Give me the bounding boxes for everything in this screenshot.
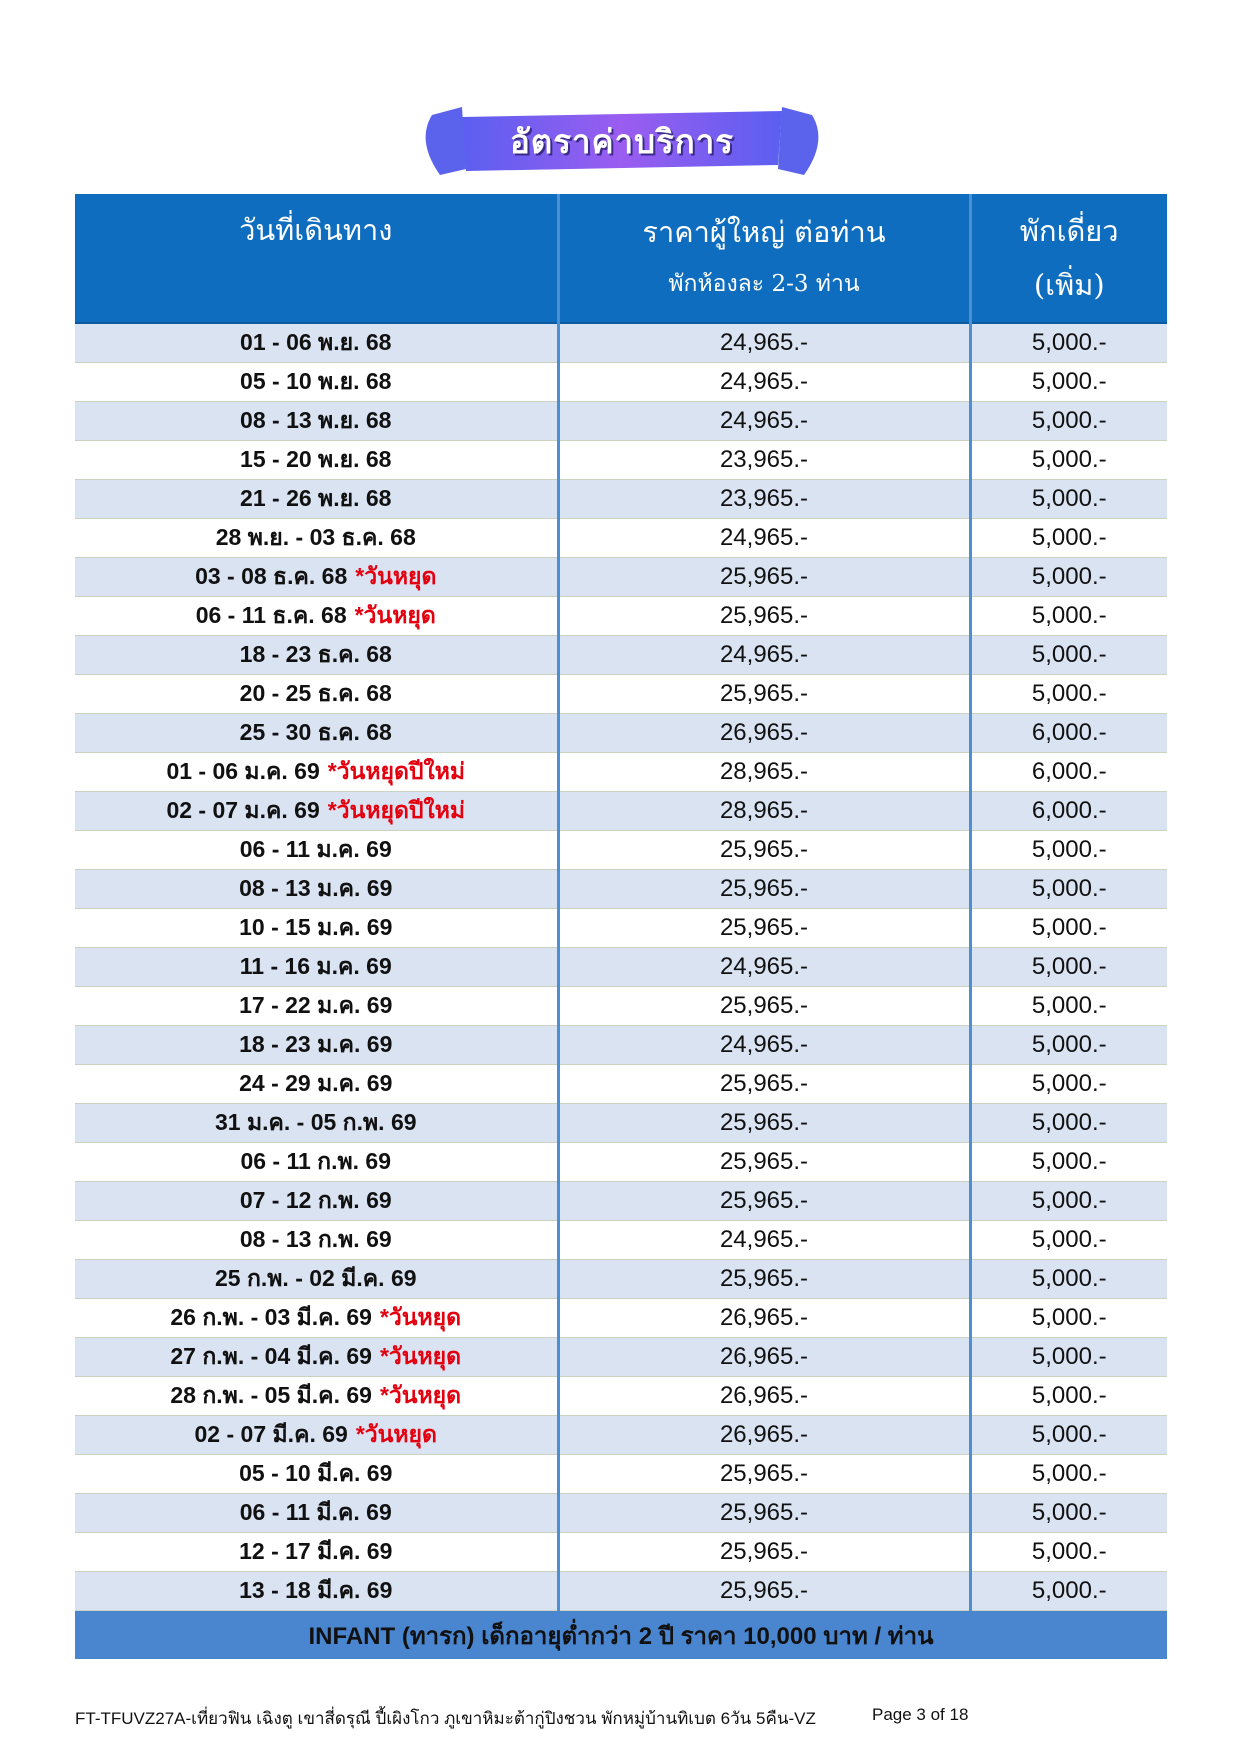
travel-date-cell [75,831,558,870]
adult-price-cell: 24,965.- [558,402,970,441]
table-row [75,1182,1167,1221]
travel-date: 06 - 11 ม.ค. 69 [239,836,392,862]
table-row [75,1572,1167,1611]
travel-date-cell [75,1104,558,1143]
travel-date: 08 - 13 พ.ย. 68 [240,407,392,433]
table-row [75,323,1167,363]
single-supplement-cell: 5,000.- [970,363,1167,402]
table-row [75,1533,1167,1572]
adult-price-cell: 28,965.- [558,753,970,792]
header-single-sub: (เพิ่ม) [1033,268,1105,302]
travel-date-cell [75,987,558,1026]
travel-date-cell [75,714,558,753]
holiday-tag: *วันหยุด [379,1382,462,1408]
infant-price-row [75,1611,1167,1660]
table-row [75,441,1167,480]
adult-price-cell: 24,965.- [558,1221,970,1260]
holiday-tag: *วันหยุดปีใหม่ [327,797,466,823]
travel-date-cell [75,753,558,792]
travel-date: 28 พ.ย. - 03 ธ.ค. 68 [215,524,416,550]
single-supplement-cell: 5,000.- [970,480,1167,519]
table-row [75,753,1167,792]
travel-date-cell [75,1026,558,1065]
adult-price-cell: 28,965.- [558,792,970,831]
price-table [75,194,1167,1659]
travel-date-cell [75,597,558,636]
travel-date: 28 ก.พ. - 05 มี.ค. 69 [170,1382,372,1408]
table-row [75,1104,1167,1143]
adult-price-cell: 23,965.- [558,480,970,519]
table-row [75,558,1167,597]
travel-date: 06 - 11 ธ.ค. 68 [195,602,347,628]
single-supplement-cell: 5,000.- [970,987,1167,1026]
holiday-tag: *วันหยุด [379,1343,462,1369]
travel-date: 21 - 26 พ.ย. 68 [240,485,392,511]
table-row [75,1494,1167,1533]
table-row [75,1377,1167,1416]
holiday-tag: *วันหยุดปีใหม่ [327,758,466,784]
holiday-tag: *วันหยุด [355,563,437,589]
travel-date-cell [75,675,558,714]
travel-date-cell [75,870,558,909]
single-supplement-cell: 5,000.- [970,1065,1167,1104]
single-supplement-cell: 5,000.- [970,1455,1167,1494]
adult-price-cell: 25,965.- [558,1533,970,1572]
single-supplement-cell: 5,000.- [970,1026,1167,1065]
adult-price-cell: 25,965.- [558,597,970,636]
table-row [75,519,1167,558]
travel-date-cell [75,1221,558,1260]
adult-price-cell: 25,965.- [558,1455,970,1494]
adult-price-cell: 24,965.- [558,363,970,402]
banner-title: อัตราค่าบริการ [509,121,735,161]
single-supplement-cell: 5,000.- [970,1260,1167,1299]
adult-price-cell: 25,965.- [558,831,970,870]
single-supplement-cell: 6,000.- [970,714,1167,753]
table-row [75,831,1167,870]
table-row [75,1065,1167,1104]
adult-price-cell: 25,965.- [558,1143,970,1182]
table-row [75,909,1167,948]
table-row [75,714,1167,753]
single-supplement-cell: 6,000.- [970,753,1167,792]
travel-date-cell [75,948,558,987]
travel-date-cell [75,1299,558,1338]
table-row [75,1338,1167,1377]
travel-date: 31 ม.ค. - 05 ก.พ. 69 [214,1109,417,1135]
travel-date: 02 - 07 มี.ค. 69 [194,1421,348,1447]
header-adult-price-label: ราคาผู้ใหญ่ ต่อท่าน [642,215,886,249]
header-single-supplement [970,194,1167,323]
travel-date: 25 ก.พ. - 02 มี.ค. 69 [214,1265,417,1291]
table-row [75,1416,1167,1455]
adult-price-cell: 25,965.- [558,1182,970,1221]
travel-date-cell [75,1416,558,1455]
travel-date-cell [75,1260,558,1299]
single-supplement-cell: 5,000.- [970,1572,1167,1611]
adult-price-cell: 25,965.- [558,1260,970,1299]
travel-date-cell [75,636,558,675]
travel-date: 26 ก.พ. - 03 มี.ค. 69 [170,1304,372,1330]
travel-date: 13 - 18 มี.ค. 69 [239,1577,393,1603]
single-supplement-cell: 5,000.- [970,1182,1167,1221]
holiday-tag: *วันหยุด [354,602,436,628]
travel-date-cell [75,323,558,363]
travel-date-cell [75,1572,558,1611]
travel-date-cell [75,441,558,480]
travel-date: 05 - 10 มี.ค. 69 [239,1460,393,1486]
adult-price-cell: 25,965.- [558,909,970,948]
travel-date: 15 - 20 พ.ย. 68 [240,446,392,472]
travel-date-cell [75,1182,558,1221]
single-supplement-cell: 5,000.- [970,675,1167,714]
travel-date: 07 - 12 ก.พ. 69 [239,1187,392,1213]
adult-price-cell: 26,965.- [558,714,970,753]
header-adult-price [558,194,970,323]
travel-date: 03 - 08 ธ.ค. 68 [195,563,348,589]
travel-date: 18 - 23 ธ.ค. 68 [239,641,392,667]
travel-date: 24 - 29 ม.ค. 69 [239,1070,393,1096]
footer-page-number: Page 3 of 18 [872,1705,969,1724]
travel-date: 06 - 11 ก.พ. 69 [240,1148,392,1174]
table-row [75,402,1167,441]
adult-price-cell: 26,965.- [558,1338,970,1377]
adult-price-cell: 25,965.- [558,870,970,909]
adult-price-cell: 24,965.- [558,1026,970,1065]
travel-date-cell [75,909,558,948]
table-row [75,1260,1167,1299]
adult-price-cell: 26,965.- [558,1299,970,1338]
travel-date: 08 - 13 ม.ค. 69 [239,875,393,901]
adult-price-cell: 25,965.- [558,1104,970,1143]
infant-price-note: INFANT (ทารก) เด็กอายุต่ำกว่า 2 ปี ราคา 10,000 บาท / ท่าน [75,1611,1167,1660]
travel-date: 25 - 30 ธ.ค. 68 [239,719,392,745]
travel-date-cell [75,480,558,519]
single-supplement-cell: 5,000.- [970,1533,1167,1572]
table-row [75,597,1167,636]
single-supplement-cell: 5,000.- [970,323,1167,363]
travel-date: 06 - 11 มี.ค. 69 [239,1499,392,1525]
single-supplement-cell: 5,000.- [970,402,1167,441]
adult-price-cell: 24,965.- [558,948,970,987]
adult-price-cell: 25,965.- [558,1494,970,1533]
adult-price-cell: 25,965.- [558,675,970,714]
header-single-label: พักเดี่ยว [1019,214,1119,248]
adult-price-cell: 24,965.- [558,636,970,675]
travel-date: 17 - 22 ม.ค. 69 [239,992,393,1018]
table-header-row [75,194,1167,323]
header-adult-price-sub: พักห้องละ 2-3 ท่าน [668,271,860,297]
travel-date-cell [75,1143,558,1182]
table-row [75,1026,1167,1065]
single-supplement-cell: 5,000.- [970,1221,1167,1260]
adult-price-cell: 25,965.- [558,1065,970,1104]
travel-date: 11 - 16 ม.ค. 69 [239,953,392,979]
table-row [75,480,1167,519]
adult-price-cell: 24,965.- [558,323,970,363]
adult-price-cell: 25,965.- [558,1572,970,1611]
table-row [75,1143,1167,1182]
table-row [75,1299,1167,1338]
single-supplement-cell: 5,000.- [970,1338,1167,1377]
travel-date-cell [75,402,558,441]
single-supplement-cell: 5,000.- [970,948,1167,987]
holiday-tag: *วันหยุด [355,1421,437,1447]
adult-price-cell: 26,965.- [558,1416,970,1455]
table-row [75,948,1167,987]
single-supplement-cell: 5,000.- [970,870,1167,909]
travel-date-cell [75,1377,558,1416]
single-supplement-cell: 5,000.- [970,1299,1167,1338]
holiday-tag: *วันหยุด [379,1304,462,1330]
table-row [75,792,1167,831]
single-supplement-cell: 6,000.- [970,792,1167,831]
header-travel-date [75,194,558,323]
travel-date-cell [75,519,558,558]
adult-price-cell: 25,965.- [558,987,970,1026]
travel-date-cell [75,363,558,402]
single-supplement-cell: 5,000.- [970,1494,1167,1533]
travel-date-cell [75,1338,558,1377]
single-supplement-cell: 5,000.- [970,519,1167,558]
table-row [75,1221,1167,1260]
table-row [75,987,1167,1026]
travel-date-cell [75,1494,558,1533]
single-supplement-cell: 5,000.- [970,441,1167,480]
travel-date: 12 - 17 มี.ค. 69 [239,1538,393,1564]
single-supplement-cell: 5,000.- [970,1377,1167,1416]
travel-date: 05 - 10 พ.ย. 68 [240,368,392,394]
travel-date-cell [75,1455,558,1494]
travel-date: 02 - 07 ม.ค. 69 [166,797,320,823]
travel-date: 10 - 15 ม.ค. 69 [239,914,393,940]
adult-price-cell: 26,965.- [558,1377,970,1416]
single-supplement-cell: 5,000.- [970,1143,1167,1182]
table-row [75,636,1167,675]
travel-date-cell [75,792,558,831]
travel-date: 18 - 23 ม.ค. 69 [239,1031,393,1057]
table-row [75,675,1167,714]
travel-date: 01 - 06 ม.ค. 69 [166,758,320,784]
title-banner [422,103,822,179]
single-supplement-cell: 5,000.- [970,831,1167,870]
travel-date-cell [75,558,558,597]
travel-date-cell [75,1533,558,1572]
footer-document-title: FT-TFUVZ27A-เที่ยวฟิน เฉิงตู เขาสี่ดรุณี ปี้เผิงโกว ภูเขาหิมะต้ากู่ปิงชวน พักหมู่บ้านทิเบต 6วัน 5คืน-VZ [75,1709,816,1728]
travel-date: 27 ก.พ. - 04 มี.ค. 69 [170,1343,372,1369]
table-row [75,1455,1167,1494]
single-supplement-cell: 5,000.- [970,558,1167,597]
adult-price-cell: 24,965.- [558,519,970,558]
header-travel-date-label: วันที่เดินทาง [239,213,393,247]
travel-date: 08 - 13 ก.พ. 69 [239,1226,392,1252]
travel-date-cell [75,1065,558,1104]
table-row [75,870,1167,909]
single-supplement-cell: 5,000.- [970,597,1167,636]
single-supplement-cell: 5,000.- [970,636,1167,675]
adult-price-cell: 25,965.- [558,558,970,597]
single-supplement-cell: 5,000.- [970,909,1167,948]
single-supplement-cell: 5,000.- [970,1104,1167,1143]
adult-price-cell: 23,965.- [558,441,970,480]
travel-date: 20 - 25 ธ.ค. 68 [239,680,392,706]
travel-date: 01 - 06 พ.ย. 68 [240,329,392,355]
single-supplement-cell: 5,000.- [970,1416,1167,1455]
table-row [75,363,1167,402]
